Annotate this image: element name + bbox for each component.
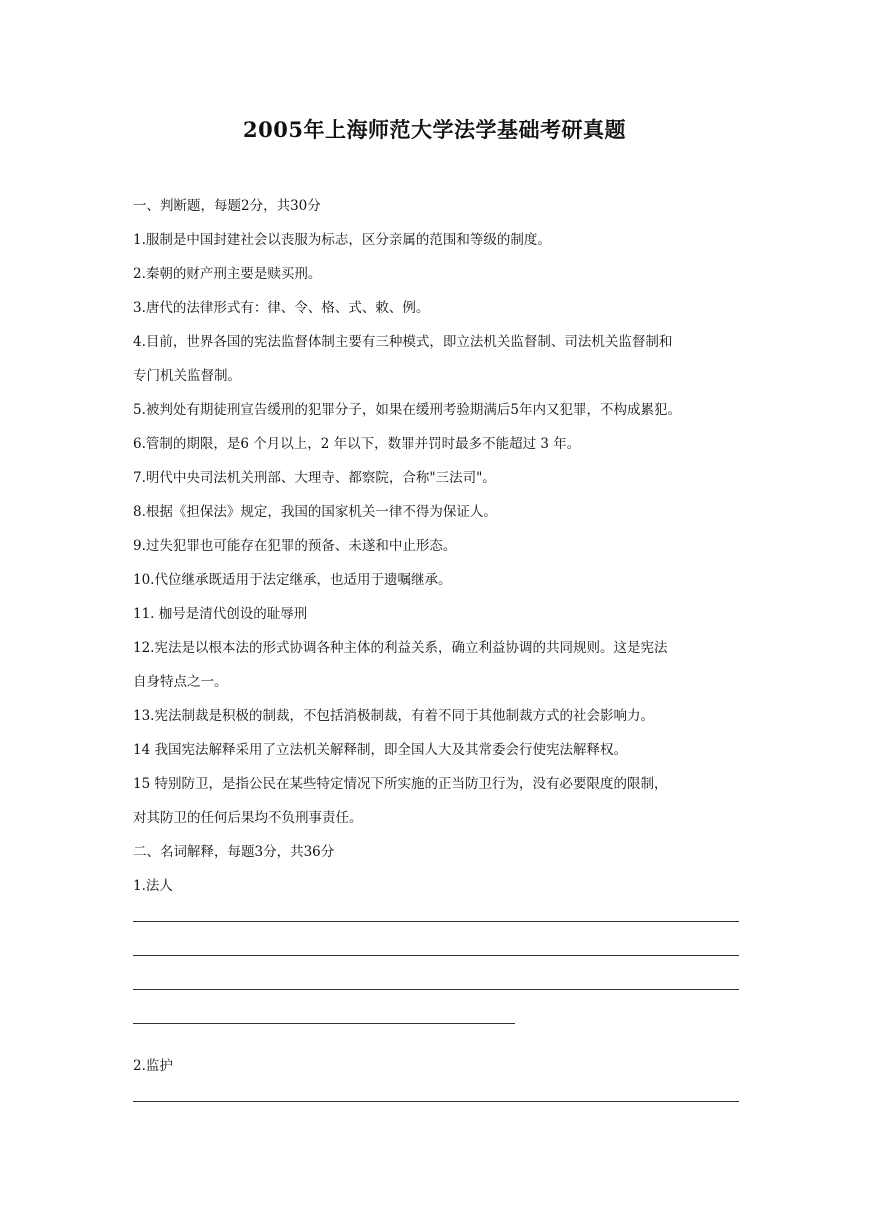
question-line: 14 我国宪法解释采用了立法机关解释制，即全国人大及其常委会行使宪法解释权。 — [133, 742, 627, 758]
question-line: 15 特别防卫，是指公民在某些特定情况下所实施的正当防卫行为，没有必要限度的限制， — [133, 776, 668, 792]
question-line: 2.秦朝的财产刑主要是赎买刑。 — [133, 266, 322, 282]
question-line: 13.宪法制裁是积极的制裁，不包括消极制裁，有着不同于其他制裁方式的社会影响力。 — [133, 708, 654, 724]
question-line: 4.目前，世界各国的宪法监督体制主要有三种模式，即立法机关监督制、司法机关监督制和 — [133, 334, 673, 350]
spacer — [133, 1039, 741, 1049]
question-line: 9.过失犯罪也可能存在犯罪的预备、未遂和中止形态。 — [133, 538, 457, 554]
section-heading-true-false: 一、判断题，每题2分，共30分 — [133, 198, 321, 214]
question-line: 11. 枷号是清代创设的耻辱刑 — [133, 606, 308, 622]
question-line: 3.唐代的法律形式有：律、令、格、式、敕、例。 — [133, 300, 430, 316]
question-line: 12.宪法是以根本法的形式协调各种主体的利益关系，确立利益协调的共同规则。这是宪法 — [133, 640, 668, 656]
question-line: 6.管制的期限，是6 个月以上，2 年以下，数罪并罚时最多不能超过 3 年。 — [133, 436, 581, 452]
document-title: 2005年上海师范大学法学基础考研真题 — [243, 117, 626, 142]
question-line: 10.代位继承既适用于法定继承，也适用于遗嘱继承。 — [133, 572, 452, 588]
question-line: 1.服制是中国封建社会以丧服为标志，区分亲属的范围和等级的制度。 — [133, 232, 551, 248]
question-line: 7.明代中央司法机关刑部、大理寺、都察院，合称"三法司"。 — [133, 470, 496, 486]
question-line: 对其防卫的任何后果均不负刑事责任。 — [133, 810, 363, 826]
question-line: 5.被判处有期徒刑宣告缓刑的犯罪分子，如果在缓刑考验期满后5年内又犯罪，不构成累犯。 — [133, 402, 681, 418]
section-heading-definitions: 二、名词解释，每题3分，共36分 — [133, 844, 335, 860]
answer-line — [133, 1005, 741, 1039]
question-line: 专门机关监督制。 — [133, 368, 241, 384]
answer-line — [133, 903, 741, 937]
question-line: 8.根据《担保法》规定，我国的国家机关一律不得为保证人。 — [133, 504, 497, 520]
answer-line — [133, 1083, 741, 1117]
question-line: 自身特点之一。 — [133, 674, 228, 690]
document-body — [133, 189, 741, 1117]
definition-item-label: 2.监护 — [133, 1058, 173, 1074]
answer-line — [133, 971, 741, 1005]
definition-item-label: 1.法人 — [133, 878, 173, 894]
answer-line — [133, 937, 741, 971]
